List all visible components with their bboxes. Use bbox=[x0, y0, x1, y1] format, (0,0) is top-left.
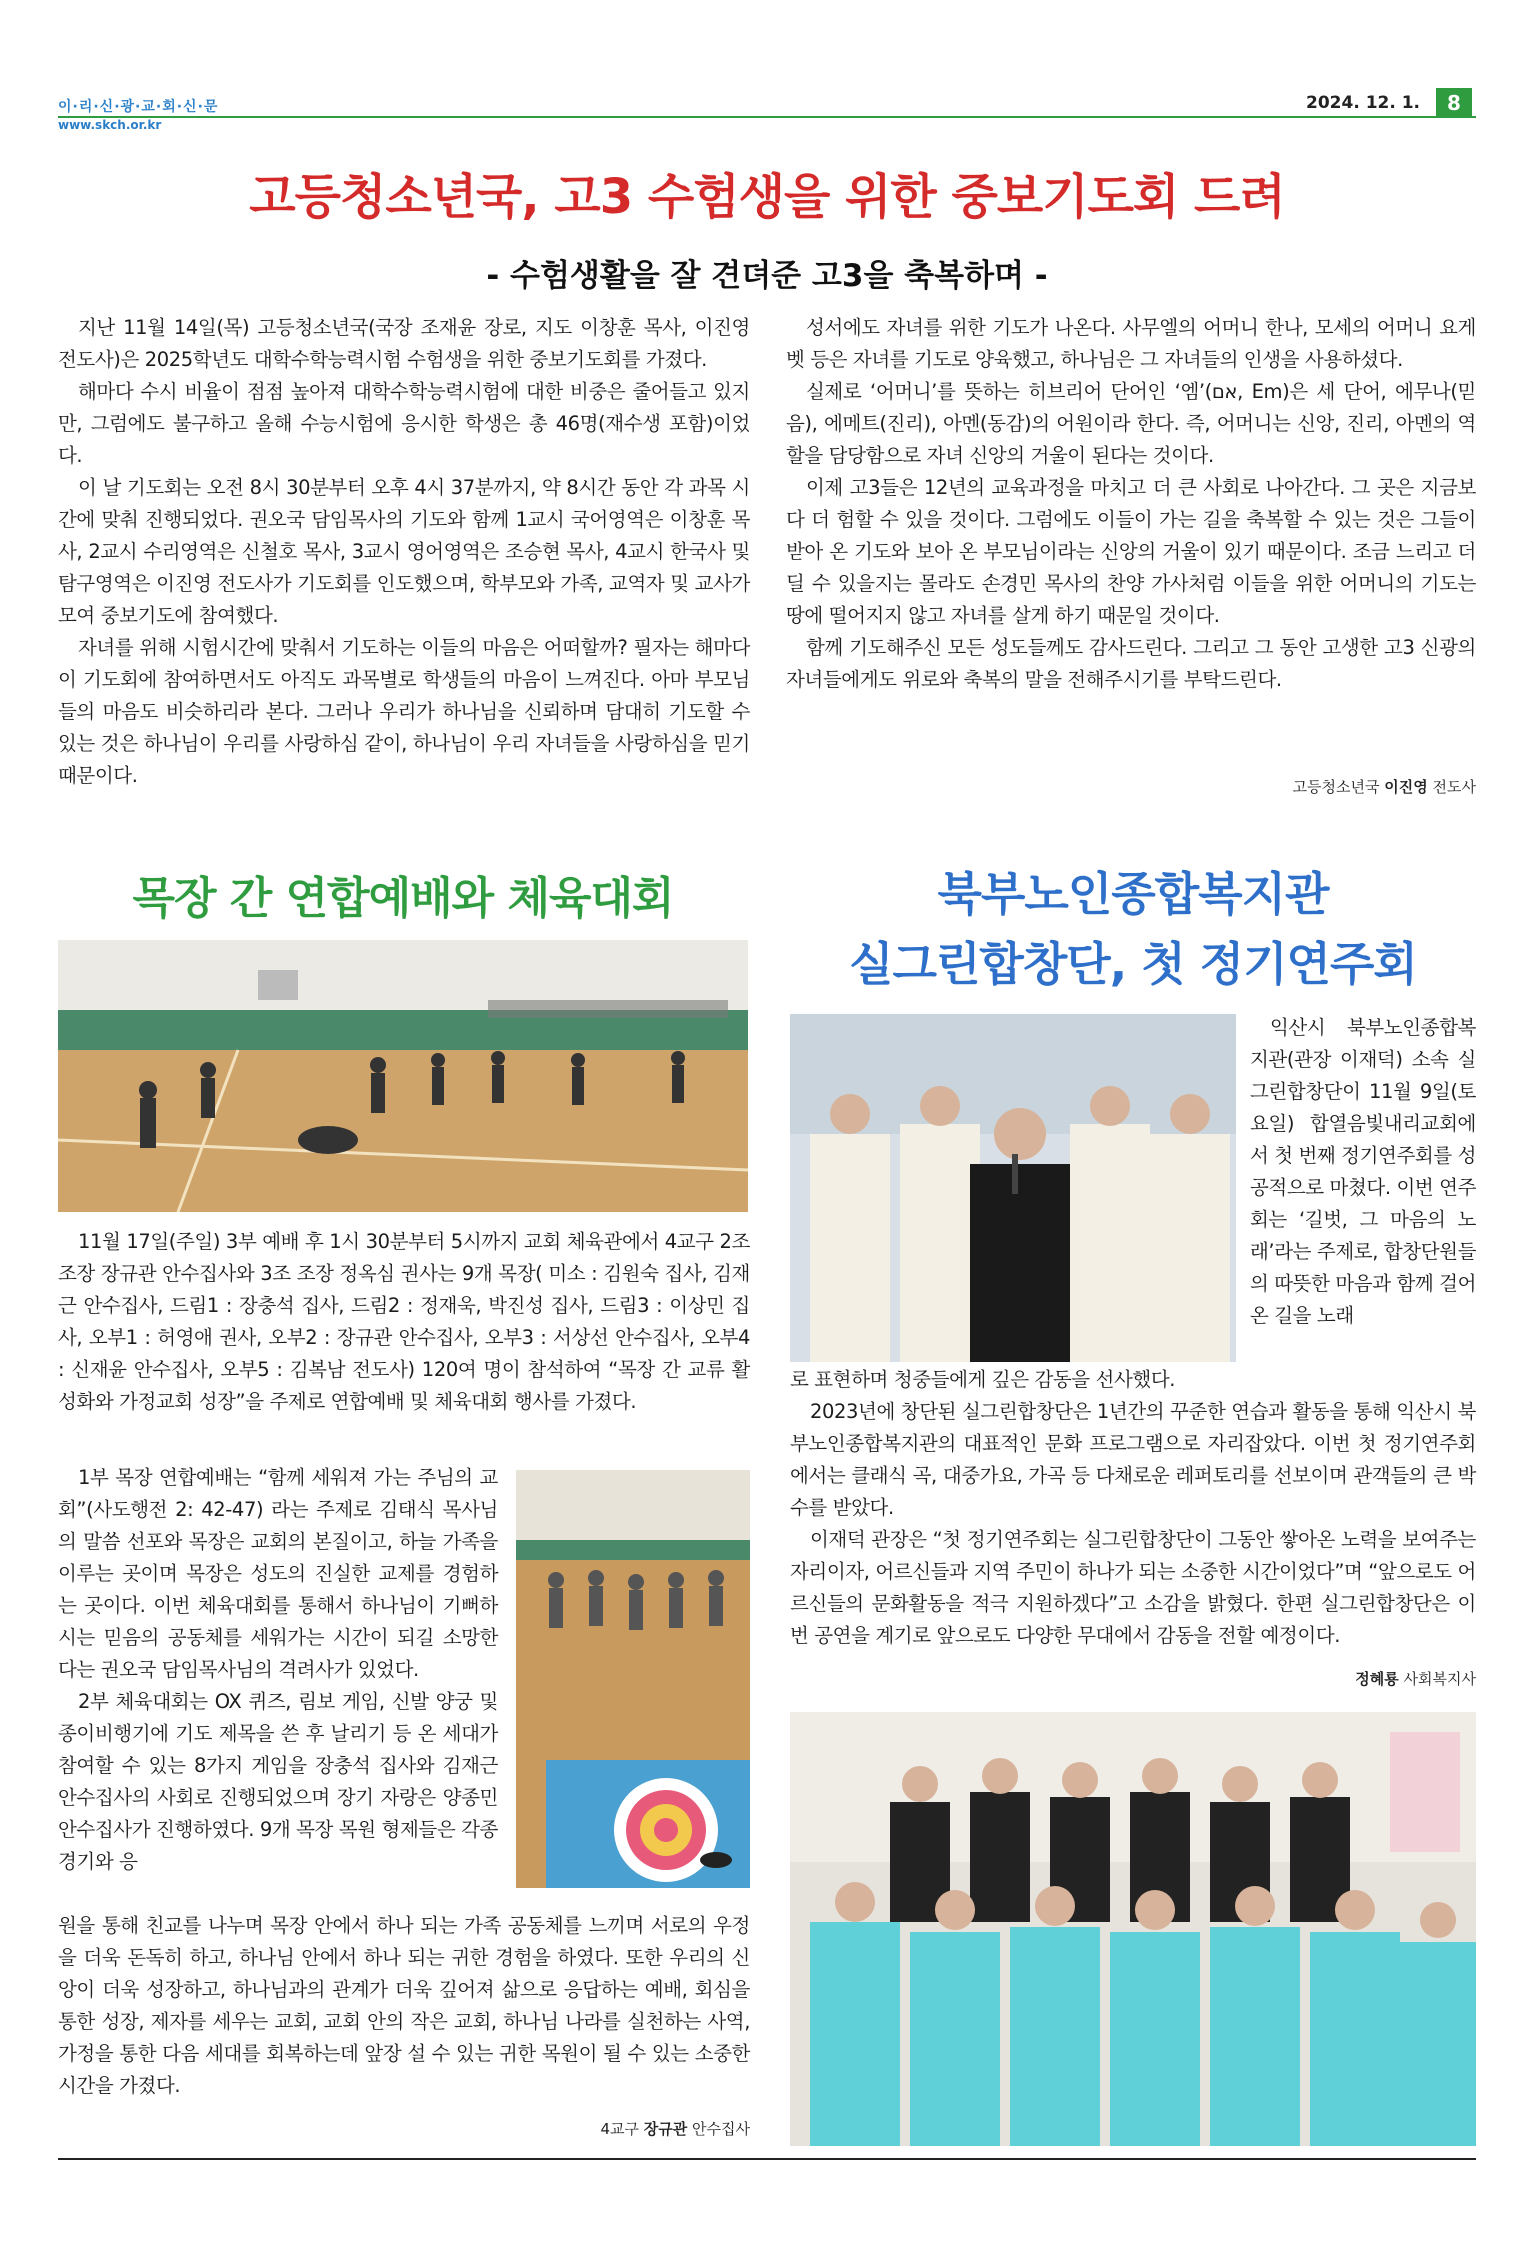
paragraph: 2부 체육대회는 OX 퀴즈, 림보 게임, 신발 양궁 및 종이비행기에 기도 제목을 쓴 후 날리기 등 온 세대가 참여할 수 있는 8가지 게임을 장충석 집사와 김재근 안수집사의 사회로 진행되었으며 장기 자랑은 양종민 안수집사가 진행하였다. 9개 목장 목원 형제들은 각종 경기와 응 bbox=[58, 1690, 498, 1873]
paragraph: 이재덕 관장은 “첫 정기연주회는 실그린합창단이 그동안 쌓아온 노력을 보여주는 자리이자, 어르신들과 지역 주민이 하나가 되는 소중한 시간이었다”며 “앞으로도 어르신들의 문화활동을 적극 지원하겠다”고 소감을 밝혔다. 한편 실그린합창단은 이번 공연을 계기로 앞으로도 다양한 무대에서 감동을 전할 예정이다. bbox=[790, 1528, 1476, 1647]
choir-soloist-photo bbox=[790, 1014, 1236, 1362]
masthead-url[interactable]: www.skch.or.kr bbox=[58, 118, 162, 132]
byline-role: 안수집사 bbox=[692, 2120, 750, 2138]
article2-middle-text bbox=[58, 1462, 498, 1878]
paragraph: 로 표현하며 청중들에게 깊은 감동을 선사했다. bbox=[790, 1368, 1176, 1391]
paragraph: 1부 목장 연합예배는 “함께 세워져 가는 주님의 교회”(사도행전 2: 42-47) 라는 주제로 김태식 목사님의 말씀 선포와 목장은 교회의 본질이고, 하늘 가족을 이루는 곳이며 목장은 성도의 진실한 교제를 경험하는 곳이다. 이번 체육대회를 통해서 하나님이 기뻐하시는 믿음의 공동체를 세워가는 시간이 되길 소망한다는 권오국 담임목사님의 격려사가 있었다. bbox=[58, 1466, 498, 1681]
article3-side-text bbox=[1250, 1012, 1476, 1332]
article2-title: 목장 간 연합예배와 체육대회 bbox=[132, 873, 674, 924]
byline-name: 장규관 bbox=[643, 2120, 688, 2138]
article3-title-line1: 북부노인종합복지관 bbox=[937, 867, 1329, 921]
byline-role: 전도사 bbox=[1432, 778, 1476, 796]
article1-left-column bbox=[58, 312, 750, 792]
choir-performance-photo bbox=[790, 1712, 1476, 2146]
article3-title-line2: 실그린합창단, 첫 정기연주회 bbox=[849, 937, 1417, 991]
article2-byline bbox=[300, 2118, 750, 2139]
paragraph: 성서에도 자녀를 위한 기도가 나온다. 사무엘의 어머니 한나, 모세의 어머니 요게벳 등은 자녀를 기도로 양육했고, 하나님은 그 자녀들의 인생을 사용하셨다. bbox=[786, 316, 1476, 371]
children-game-photo bbox=[516, 1470, 750, 1888]
paragraph: 해마다 수시 비율이 점점 높아져 대학수학능력시험에 대한 비중은 줄어들고 있지만, 그럼에도 불구하고 올해 수능시험에 응시한 학생은 총 46명(재수생 포함)이었다. bbox=[58, 380, 750, 467]
paragraph: 자녀를 위해 시험시간에 맞춰서 기도하는 이들의 마음은 어떠할까? 필자는 해마다 이 기도회에 참여하면서도 아직도 과목별로 학생들의 마음이 느껴진다. 아마 부모님들의 마음도 비슷하리라 본다. 그러나 우리가 하나님을 신뢰하며 담대히 기도할 수 있는 것은 하나님이 우리를 사랑하심 같이, 하나님이 우리 자녀들을 사랑하심을 믿기 때문이다. bbox=[58, 636, 750, 787]
page-number: 8 bbox=[1436, 88, 1472, 118]
top-rule bbox=[58, 116, 1476, 118]
masthead-name: 이·리·신·광·교·회·신·문 bbox=[58, 99, 219, 115]
paragraph: 원을 통해 친교를 나누며 목장 안에서 하나 되는 가족 공동체를 느끼며 서로의 우정을 더욱 돈독히 하고, 하나님 안에서 하나 되는 귀한 경험을 하였다. 또한 우리의 신앙이 더욱 성장하고, 하나님과의 관계가 더욱 깊어져 삶으로 응답하는 예배, 회심을 통한 성장, 제자를 세우는 교회, 교회 안의 작은 교회, 하나님 나라를 실천하는 사역, 가정을 통한 다음 세대를 회복하는데 앞장 설 수 있는 귀한 목원이 될 수 있는 소중한 시간을 가졌다. bbox=[58, 1914, 750, 2097]
byline-org: 4교구 bbox=[600, 2120, 639, 2138]
article3-byline bbox=[1000, 1668, 1476, 1689]
issue-date: 2024. 12. 1. bbox=[1306, 93, 1421, 113]
article2-bottom-text bbox=[58, 1910, 750, 2102]
article1-byline bbox=[1000, 776, 1476, 797]
article1-right-column bbox=[786, 312, 1476, 696]
byline-org: 고등청소년국 bbox=[1292, 778, 1380, 796]
byline-name: 정혜룡 bbox=[1355, 1670, 1399, 1688]
article1-title: 고등청소년국, 고3 수험생을 위한 중보기도회 드려 bbox=[249, 169, 1285, 225]
byline-name: 이진영 bbox=[1384, 778, 1428, 796]
gym-event-photo bbox=[58, 940, 748, 1212]
byline-role: 사회복지사 bbox=[1403, 1670, 1476, 1688]
paragraph: 11월 17일(주일) 3부 예배 후 1시 30분부터 5시까지 교회 체육관에서 4교구 2조 조장 장규관 안수집사와 3조 조장 정옥심 권사는 9개 목장( 미소 : 김원숙 집사, 김재근 안수집사, 드림1 : 장충석 집사, 드림2 : 정재욱, 박진성 집사, 드림3 : 이상민 집사, 오부1 : 허영애 권사, 오부2 : 장규관 안수집사, 오부3 : 서상선 안수집사, 오부4 : 신재윤 안수집사, 오부5 : 김복남 전도사) 120여 명이 참석하여 “목장 간 교류 활성화와 가정교회 성장”을 주제로 연합예배 및 체육대회 행사를 가졌다. bbox=[58, 1230, 750, 1413]
paragraph: 이제 고3들은 12년의 교육과정을 마치고 더 큰 사회로 나아간다. 그 곳은 지금보다 더 험할 수 있을 것이다. 그럼에도 이들이 가는 길을 축복할 수 있는 것은 그들이 받아 온 기도와 보아 온 부모님이라는 신앙의 거울이 있기 때문이다. 조금 느리고 더딜 수 있을지는 몰라도 손경민 목사의 찬양 가사처럼 이들을 위한 어머니의 기도는 땅에 떨어지지 않고 자녀를 살게 하기 때문일 것이다. bbox=[786, 476, 1476, 627]
article2-top-text bbox=[58, 1226, 750, 1418]
paragraph: 지난 11월 14일(목) 고등청소년국(국장 조재윤 장로, 지도 이창훈 목사, 이진영 전도사)은 2025학년도 대학수학능력시험 수험생을 위한 중보기도회를 가졌다. bbox=[58, 316, 750, 371]
bottom-rule bbox=[58, 2158, 1476, 2160]
article1-subtitle: - 수험생활을 잘 견뎌준 고3을 축복하며 - bbox=[486, 258, 1048, 294]
paragraph: 실제로 ‘어머니’를 뜻하는 히브리어 단어인 ‘엠’(אם, Em)은 세 단어, 에무나(믿음), 에메트(진리), 아멘(동감)의 어원이라 한다. 즉, 어머니는 신앙, 진리, 아멘의 역할을 담당함으로 자녀 신앙의 거울이 된다는 것이다. bbox=[786, 380, 1476, 467]
paragraph: 함께 기도해주신 모든 성도들께도 감사드린다. 그리고 그 동안 고생한 고3 신광의 자녀들에게도 위로와 축복의 말을 전해주시기를 부탁드린다. bbox=[786, 636, 1476, 691]
paragraph: 2023년에 창단된 실그린합창단은 1년간의 꾸준한 연습과 활동을 통해 익산시 북부노인종합복지관의 대표적인 문화 프로그램으로 자리잡았다. 이번 첫 정기연주회에서는 클래식 곡, 대중가요, 가곡 등 다채로운 레퍼토리를 선보이며 관객들의 큰 박수를 받았다. bbox=[790, 1400, 1476, 1519]
article3-bottom-text bbox=[790, 1364, 1476, 1652]
paragraph: 이 날 기도회는 오전 8시 30분부터 오후 4시 37분까지, 약 8시간 동안 각 과목 시간에 맞춰 진행되었다. 권오국 담임목사의 기도와 함께 1교시 국어영역은 이창훈 목사, 2교시 수리영역은 신철호 목사, 3교시 영어영역은 조승현 목사, 4교시 한국사 및 탐구영역은 이진영 전도사가 기도회를 인도했으며, 학부모와 가족, 교역자 및 교사가 모여 중보기도에 참여했다. bbox=[58, 476, 750, 627]
paragraph: 익산시 북부노인종합복지관(관장 이재덕) 소속 실그린합창단이 11월 9일(토요일) 합열음빛내리교회에서 첫 번째 정기연주회를 성공적으로 마쳤다. 이번 연주회는 ‘길벗, 그 마음의 노래’라는 주제로, 합창단원들의 따뜻한 마음과 함께 걸어온 길을 노래 bbox=[1250, 1016, 1477, 1327]
